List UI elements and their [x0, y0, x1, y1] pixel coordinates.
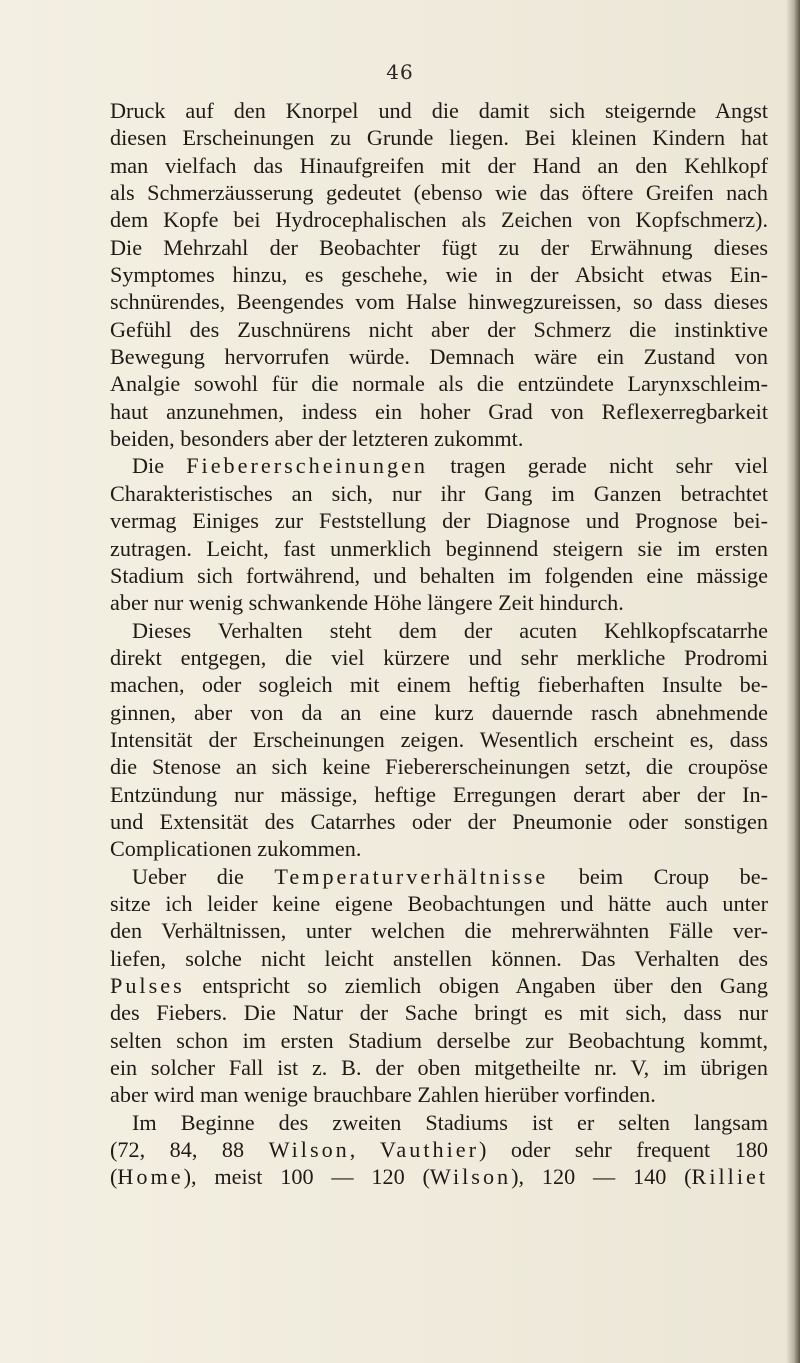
emphasized-term: Temperaturverhältnisse	[274, 863, 549, 889]
text-line: man vielfach das Hinaufgreifen mit der Hand an den Kehlkopf	[110, 152, 768, 178]
text-line: Die Mehrzahl der Beobachter fügt zu der Erwähnung dieses	[110, 234, 768, 260]
text-line: vermag Einiges zur Feststellung der Diagnose und Prognose bei-	[110, 508, 768, 534]
text-line: Bewegung hervorrufen würde. Demnach wäre ein Zustand von	[110, 344, 768, 370]
page-number: 46	[386, 60, 414, 84]
text-line: Charakteristisches an sich, nur ihr Gang im Ganzen betrachtet	[110, 480, 768, 506]
text-line: sitze ich leider keine eigene Beobachtungen und hätte auch unter	[110, 890, 768, 916]
paragraph-start-line: Im Beginne des zweiten Stadiums ist er selten langsam	[132, 1109, 768, 1135]
text-line: haut anzunehmen, indess ein hoher Grad von Reflexerregbarkeit	[110, 398, 768, 424]
text-line: machen, oder sogleich mit einem heftig fieberhaften Insulte be-	[110, 672, 768, 698]
text-line: liefen, solche nicht leicht anstellen können. Das Verhalten des	[110, 945, 768, 971]
text-span: ) oder sehr frequent 180	[479, 1137, 769, 1163]
text-line: ginnen, aber von da an eine kurz dauernde rasch abnehmende	[110, 699, 768, 725]
text-line: Intensität der Erscheinungen zeigen. Wesentlich erscheint es, dass	[110, 726, 768, 752]
page-edge-shadow	[786, 0, 800, 1363]
text-span: beim Croup be-	[548, 863, 769, 889]
text-line: aber nur wenig schwankende Höhe längere Zeit hindurch.	[110, 590, 624, 616]
text-line	[110, 1163, 768, 1190]
text-span: Die	[132, 453, 187, 479]
text-line: Stadium sich fortwährend, und behalten im folgenden eine mässige	[110, 562, 768, 588]
text-line: schnürendes, Beengendes vom Halse hinwegzureissen, so dass dieses	[110, 289, 768, 315]
text-line: Complicationen zukommen.	[110, 836, 362, 862]
text-line: als Schmerzäusserung gedeutet (ebenso wie das öftere Greifen nach	[110, 180, 768, 206]
text-line: aber wird man wenige brauchbare Zahlen hierüber vorfinden.	[110, 1082, 656, 1108]
emphasized-term: Fiebererscheinungen	[186, 453, 429, 479]
text-span: Ueber die	[132, 863, 275, 889]
author-name: Wilson	[268, 1137, 350, 1163]
text-line: die Stenose an sich keine Fiebererscheinungen setzt, die croupöse	[110, 754, 768, 780]
text-line: direkt entgegen, die viel kürzere und sehr merkliche Prodromi	[110, 644, 768, 670]
text-span: tragen gerade nicht sehr viel	[428, 453, 768, 479]
text-span: (	[110, 1164, 118, 1190]
text-line: diesen Erscheinungen zu Grunde liegen. Bei kleinen Kindern hat	[110, 125, 768, 151]
text-line: zutragen. Leicht, fast unmerklich beginnend steigern sie im ersten	[110, 535, 768, 561]
text-line	[110, 1136, 768, 1163]
text-line: Entzündung nur mässige, heftige Erregungen derart aber der In-	[110, 781, 768, 807]
author-name: Rilliet	[691, 1164, 768, 1190]
text-line: beiden, besonders aber der letzteren zukommt.	[110, 426, 524, 452]
author-name: Wilson	[429, 1164, 512, 1190]
text-line: Analgie sowohl für die normale als die entzündete Larynxschleim-	[110, 371, 768, 397]
paragraph-start-line	[110, 452, 768, 479]
text-line: des Fiebers. Die Natur der Sache bringt es mit sich, dass nur	[110, 1000, 768, 1026]
text-span: (72, 84, 88	[110, 1137, 269, 1163]
text-span: ), meist 100 — 120 (	[183, 1164, 430, 1190]
text-line: selten schon im ersten Stadium derselbe zur Beobachtung kommt,	[110, 1027, 768, 1053]
author-name: Home	[117, 1164, 184, 1190]
text-line: Gefühl des Zuschnürens nicht aber der Schmerz die instinktive	[110, 316, 768, 342]
text-line: den Verhältnissen, unter welchen die mehrerwähnten Fälle ver-	[110, 918, 768, 944]
text-line: und Extensität des Catarrhes oder der Pneumonie oder sonstigen	[110, 808, 768, 834]
text-span: entspricht so ziemlich obigen Angaben über den Gang	[184, 973, 768, 998]
text-line: Symptomes hinzu, es geschehe, wie in der Absicht etwas Ein-	[110, 262, 768, 288]
emphasized-term: Pulses	[110, 973, 185, 998]
paragraph-start-line	[110, 863, 768, 890]
text-span: ), 120 — 140 (	[511, 1164, 692, 1190]
body-text	[110, 97, 768, 1191]
text-span: ,	[349, 1137, 380, 1163]
text-line: Druck auf den Knorpel und die damit sich steigernde Angst	[110, 98, 768, 123]
paragraph-start-line: Dieses Verhalten steht dem der acuten Kehlkopfscatarrhe	[132, 617, 768, 643]
text-line: ein solcher Fall ist z. B. der oben mitgetheilte nr. V, im übrigen	[110, 1055, 768, 1081]
text-line: dem Kopfe bei Hydrocephalischen als Zeichen von Kopfschmerz).	[110, 207, 768, 233]
author-name: Vauthier	[379, 1137, 480, 1163]
text-line	[110, 972, 768, 999]
